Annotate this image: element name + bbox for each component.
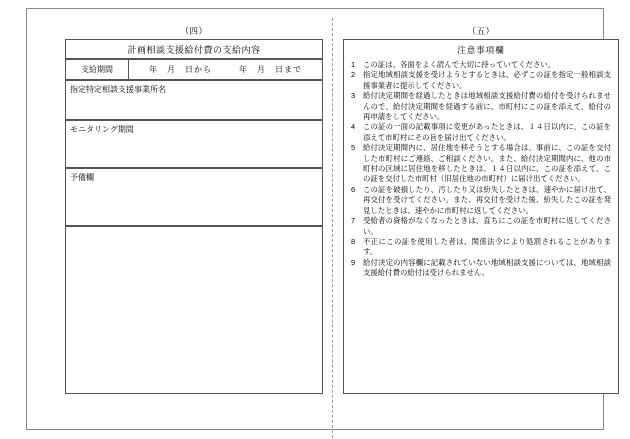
note-number: 3 bbox=[351, 91, 356, 101]
fold-line bbox=[332, 18, 333, 438]
note-number: 8 bbox=[351, 236, 356, 246]
note-item bbox=[351, 70, 611, 91]
form-sheet bbox=[26, 8, 611, 430]
note-number: 1 bbox=[351, 60, 356, 69]
note-item bbox=[351, 258, 611, 279]
note-number: 2 bbox=[351, 70, 356, 80]
notes-list bbox=[344, 59, 618, 279]
note-number: 7 bbox=[351, 216, 356, 226]
note-text: この証を破損したり、汚したり又は紛失したときは、速やかに届け出て、再交付を受けてください。また、再交付を受けた後、紛失したこの証を発見したときは、速やかに市町村に返してください。 bbox=[363, 184, 611, 215]
left-panel bbox=[65, 25, 323, 429]
payment-period-value: 年 月 日から 年 月 日まで bbox=[149, 65, 302, 74]
note-text: この証は、各面をよく読んで大切に持っていてください。 bbox=[363, 60, 556, 69]
reserve-field bbox=[65, 168, 323, 226]
notes-title: 注意事項欄 bbox=[457, 45, 505, 55]
note-text: 給付決定期間内に、居住地を移そうとする場合は、事前に、この証を交付した市町村にご連絡、ご相談ください。また、給付決定期間内に、他の市町村の区域に居住地を移したときは、１４日以内に、この証を添えて、この証を交付した市町村（旧居住地の市町村）に届け出てください。 bbox=[363, 143, 611, 184]
reserve-label: 予備欄 bbox=[70, 173, 94, 182]
note-text: この証の一面の記載事項に変更があったときは、１４日以内に、この証を添えて市町村にその旨を届け出てください。 bbox=[363, 122, 611, 142]
notes-box bbox=[343, 39, 619, 394]
note-number: 6 bbox=[351, 184, 356, 194]
note-text: 給付決定期間を経過したときは地域相談支援給付費の給付を受けられませんので、給付決定期間を経過する前に、市町村にこの証を添えて、給付の再申請をしてください。 bbox=[363, 91, 611, 122]
note-item bbox=[351, 60, 611, 70]
note-number: 4 bbox=[351, 122, 356, 132]
monitoring-period-field bbox=[65, 120, 323, 168]
left-section-marker: （四） bbox=[180, 26, 208, 36]
note-item bbox=[351, 122, 611, 143]
note-text: 給付決定の内容欄に記載されていない地域相談支援については、地域相談支援給付費の給付は受けられません。 bbox=[363, 257, 611, 278]
payment-period-row bbox=[65, 59, 323, 80]
blank-field bbox=[65, 226, 323, 394]
designated-office-field bbox=[65, 80, 323, 120]
monitoring-period-label: モニタリング期間 bbox=[70, 125, 134, 134]
note-number: 5 bbox=[351, 143, 356, 153]
designated-office-label: 指定特定相談支援事業所名 bbox=[70, 85, 166, 94]
right-section-marker: （五） bbox=[467, 26, 495, 36]
right-panel bbox=[343, 25, 619, 429]
note-item bbox=[351, 91, 611, 122]
note-item bbox=[351, 216, 611, 237]
note-item bbox=[351, 143, 611, 185]
note-number: 9 bbox=[351, 257, 356, 267]
note-text: 不正にこの証を使用した者は、関係法令により処罰されることがあります。 bbox=[363, 236, 611, 257]
note-item bbox=[351, 237, 611, 258]
note-text: 受給者の資格がなくなったときは、直ちにこの証を市町村に返してください。 bbox=[363, 216, 611, 236]
note-text: 指定地域相談支援を受けようとするときは、必ずこの証を指定一般相談支援事業者に提示してください。 bbox=[363, 70, 611, 90]
note-item bbox=[351, 185, 611, 216]
payment-period-label: 支給期間 bbox=[66, 60, 129, 79]
support-plan-title: 計画相談支援給付費の支給内容 bbox=[65, 39, 323, 59]
